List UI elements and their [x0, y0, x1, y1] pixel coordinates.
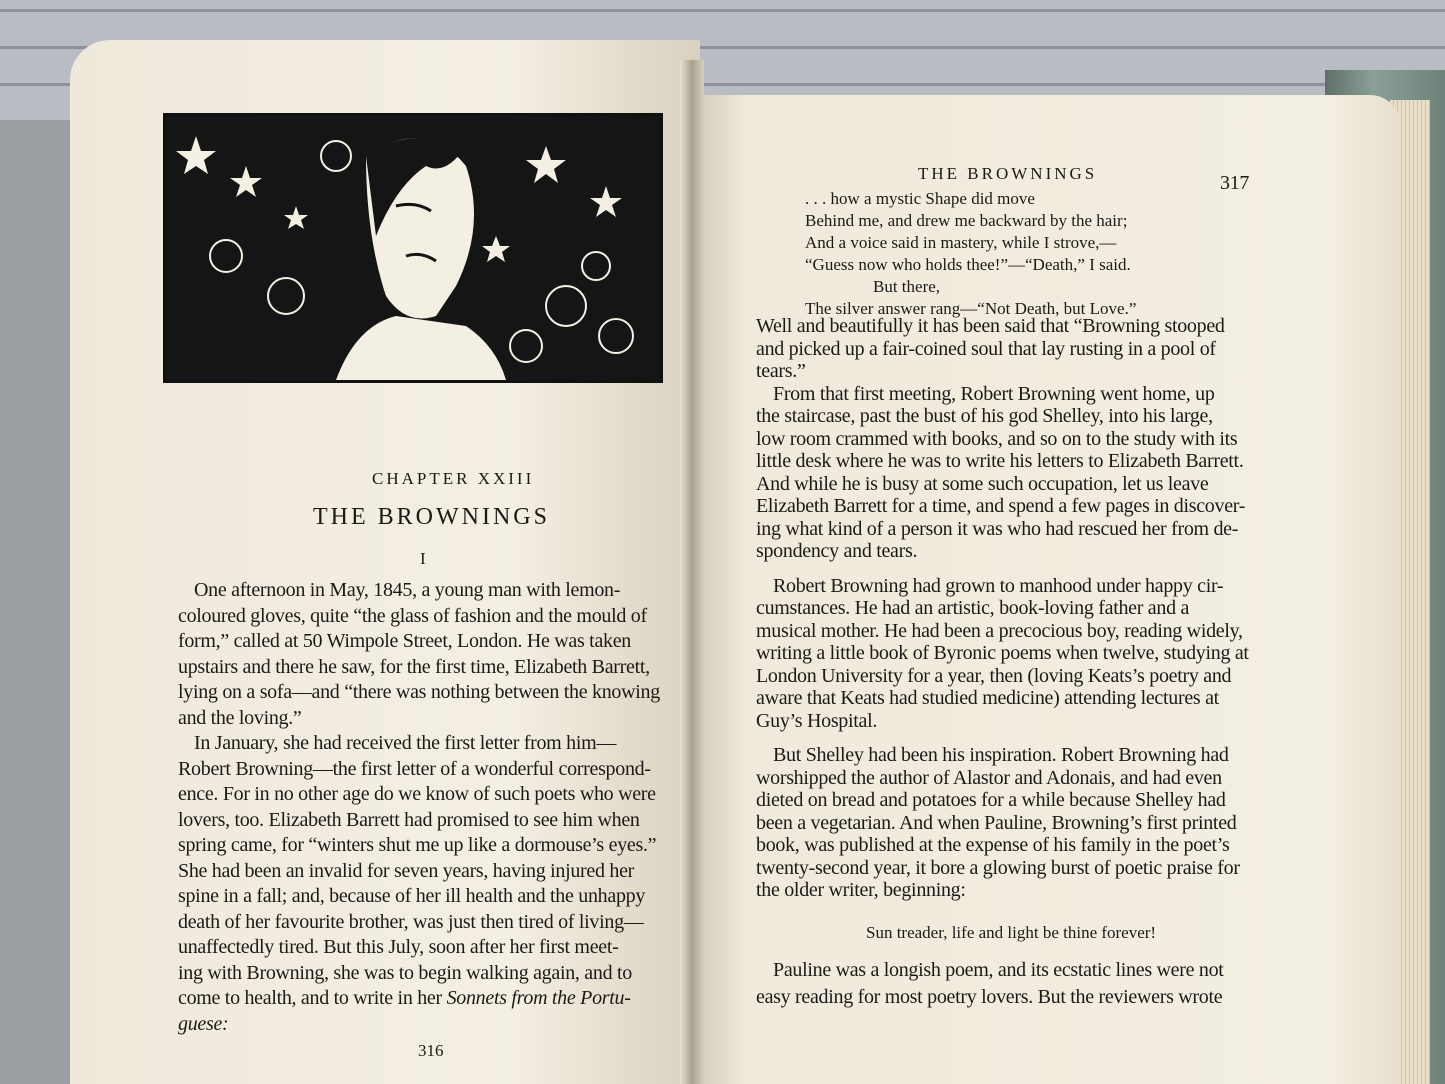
- page-number-left: 316: [418, 1041, 444, 1060]
- body-line: But Shelley had been his inspiration. Robert Browning had: [773, 744, 1229, 766]
- italic-title: Sonnets from the Portu-: [446, 987, 631, 1009]
- body-line: death of her favourite brother, was just then tired of living—: [178, 910, 644, 933]
- body-line: guese:: [178, 1012, 229, 1035]
- body-line: Robert Browning—the first letter of a wonderful correspond-: [178, 757, 651, 780]
- body-line: ence. For in no other age do we know of such poets who were: [178, 783, 656, 805]
- section-number: I: [420, 549, 426, 568]
- body-line: spring came, for “winters shut me up like a dormouse’s eyes.”: [178, 834, 657, 856]
- body-line: musical mother. He had been a precocious boy, reading widely,: [756, 619, 1243, 642]
- quote-line: Sun treader, life and light be thine forever!: [866, 923, 1157, 942]
- body-line: She had been an invalid for seven years, having injured her: [178, 859, 635, 882]
- body-line: ing with Browning, she was to begin walking again, and to: [178, 961, 632, 984]
- body-line: lovers, too. Elizabeth Barrett had promised to see him when: [178, 808, 640, 831]
- body-line: Guy’s Hospital.: [756, 709, 878, 732]
- body-line: little desk where he was to write his letters to Elizabeth Barrett.: [756, 450, 1244, 472]
- body-line: worshipped the author of Alastor and Adonais, and had even: [756, 766, 1222, 789]
- body-line: and the loving.”: [178, 706, 302, 729]
- body-line: ing what kind of a person it was who had rescued her from de-: [756, 517, 1239, 540]
- body-line: and picked up a fair-coined soul that lay rusting in a pool of: [756, 337, 1216, 360]
- poem-line: And a voice said in mastery, while I strove,—: [805, 233, 1117, 252]
- poem-line: . . . how a mystic Shape did move: [805, 189, 1035, 208]
- page-number-right: 317: [1220, 172, 1250, 194]
- body-line: book, was published at the expense of his family in the poet’s: [756, 834, 1230, 856]
- body-line: unaffectedly tired. But this July, soon after her first meet-: [178, 936, 619, 958]
- body-line: spondency and tears.: [756, 540, 918, 562]
- body-line: the staircase, past the bust of his god Shelley, into his large,: [756, 405, 1213, 427]
- poem-line: But there,: [873, 277, 941, 296]
- body-line: In January, she had received the first letter from him—: [194, 732, 617, 754]
- body-line: And while he is busy at some such occupation, let us leave: [756, 472, 1209, 495]
- body-line: spine in a fall; and, because of her ill health and the unhappy: [178, 885, 646, 907]
- body-line: the older writer, beginning:: [756, 879, 966, 901]
- body-line: tears.”: [756, 360, 806, 382]
- poem-line: Behind me, and drew me backward by the hair;: [805, 211, 1128, 230]
- body-line: Pauline was a longish poem, and its ecstatic lines were not: [773, 959, 1224, 981]
- body-line: cumstances. He had an artistic, book-loving father and a: [756, 597, 1190, 619]
- body-line: London University for a year, then (loving Keats’s poetry and: [756, 664, 1232, 687]
- body-line: Robert Browning had grown to manhood under happy cir-: [773, 574, 1224, 597]
- body-line: easy reading for most poetry lovers. But the reviewers wrote: [756, 986, 1223, 1008]
- body-line: coloured gloves, quite “the glass of fashion and the mould of: [178, 604, 647, 627]
- body-line: twenty-second year, it bore a glowing burst of poetic praise for: [756, 856, 1240, 879]
- body-line: dieted on bread and potatoes for a while because Shelley had: [756, 789, 1226, 811]
- body-line: aware that Keats had studied medicine) attending lectures at: [756, 687, 1219, 709]
- body-line: low room crammed with books, and so on to the study with its: [756, 427, 1238, 450]
- poem-line: “Guess now who holds thee!”—“Death,” I said.: [805, 255, 1131, 274]
- body-line: [178, 988, 631, 1008]
- body-line: One afternoon in May, 1845, a young man with lemon-: [194, 579, 621, 601]
- chapter-illustration: [163, 113, 663, 383]
- poem-line: The silver answer rang—“Not Death, but Love.”: [805, 299, 1137, 318]
- body-line: From that first meeting, Robert Browning went home, up: [773, 382, 1215, 405]
- book-gutter: [680, 60, 704, 1084]
- body-line: writing a little book of Byronic poems when twelve, studying at: [756, 642, 1249, 664]
- body-line: Well and beautifully it has been said that “Browning stooped: [756, 315, 1225, 337]
- body-line: been a vegetarian. And when Pauline, Browning’s first printed: [756, 811, 1237, 834]
- body-line: upstairs and there he saw, for the first time, Elizabeth Barrett,: [178, 655, 650, 678]
- chapter-title: THE BROWNINGS: [313, 504, 550, 530]
- body-line: Elizabeth Barrett for a time, and spend a few pages in discover-: [756, 495, 1246, 517]
- body-line: lying on a sofa—and “there was nothing between the knowing: [178, 681, 660, 703]
- running-head: THE BROWNINGS: [918, 164, 1098, 183]
- chapter-label: CHAPTER XXIII: [372, 469, 535, 488]
- body-line-text: come to health, and to write in her: [178, 987, 442, 1009]
- body-line: form,” called at 50 Wimpole Street, London. He was taken: [178, 630, 631, 652]
